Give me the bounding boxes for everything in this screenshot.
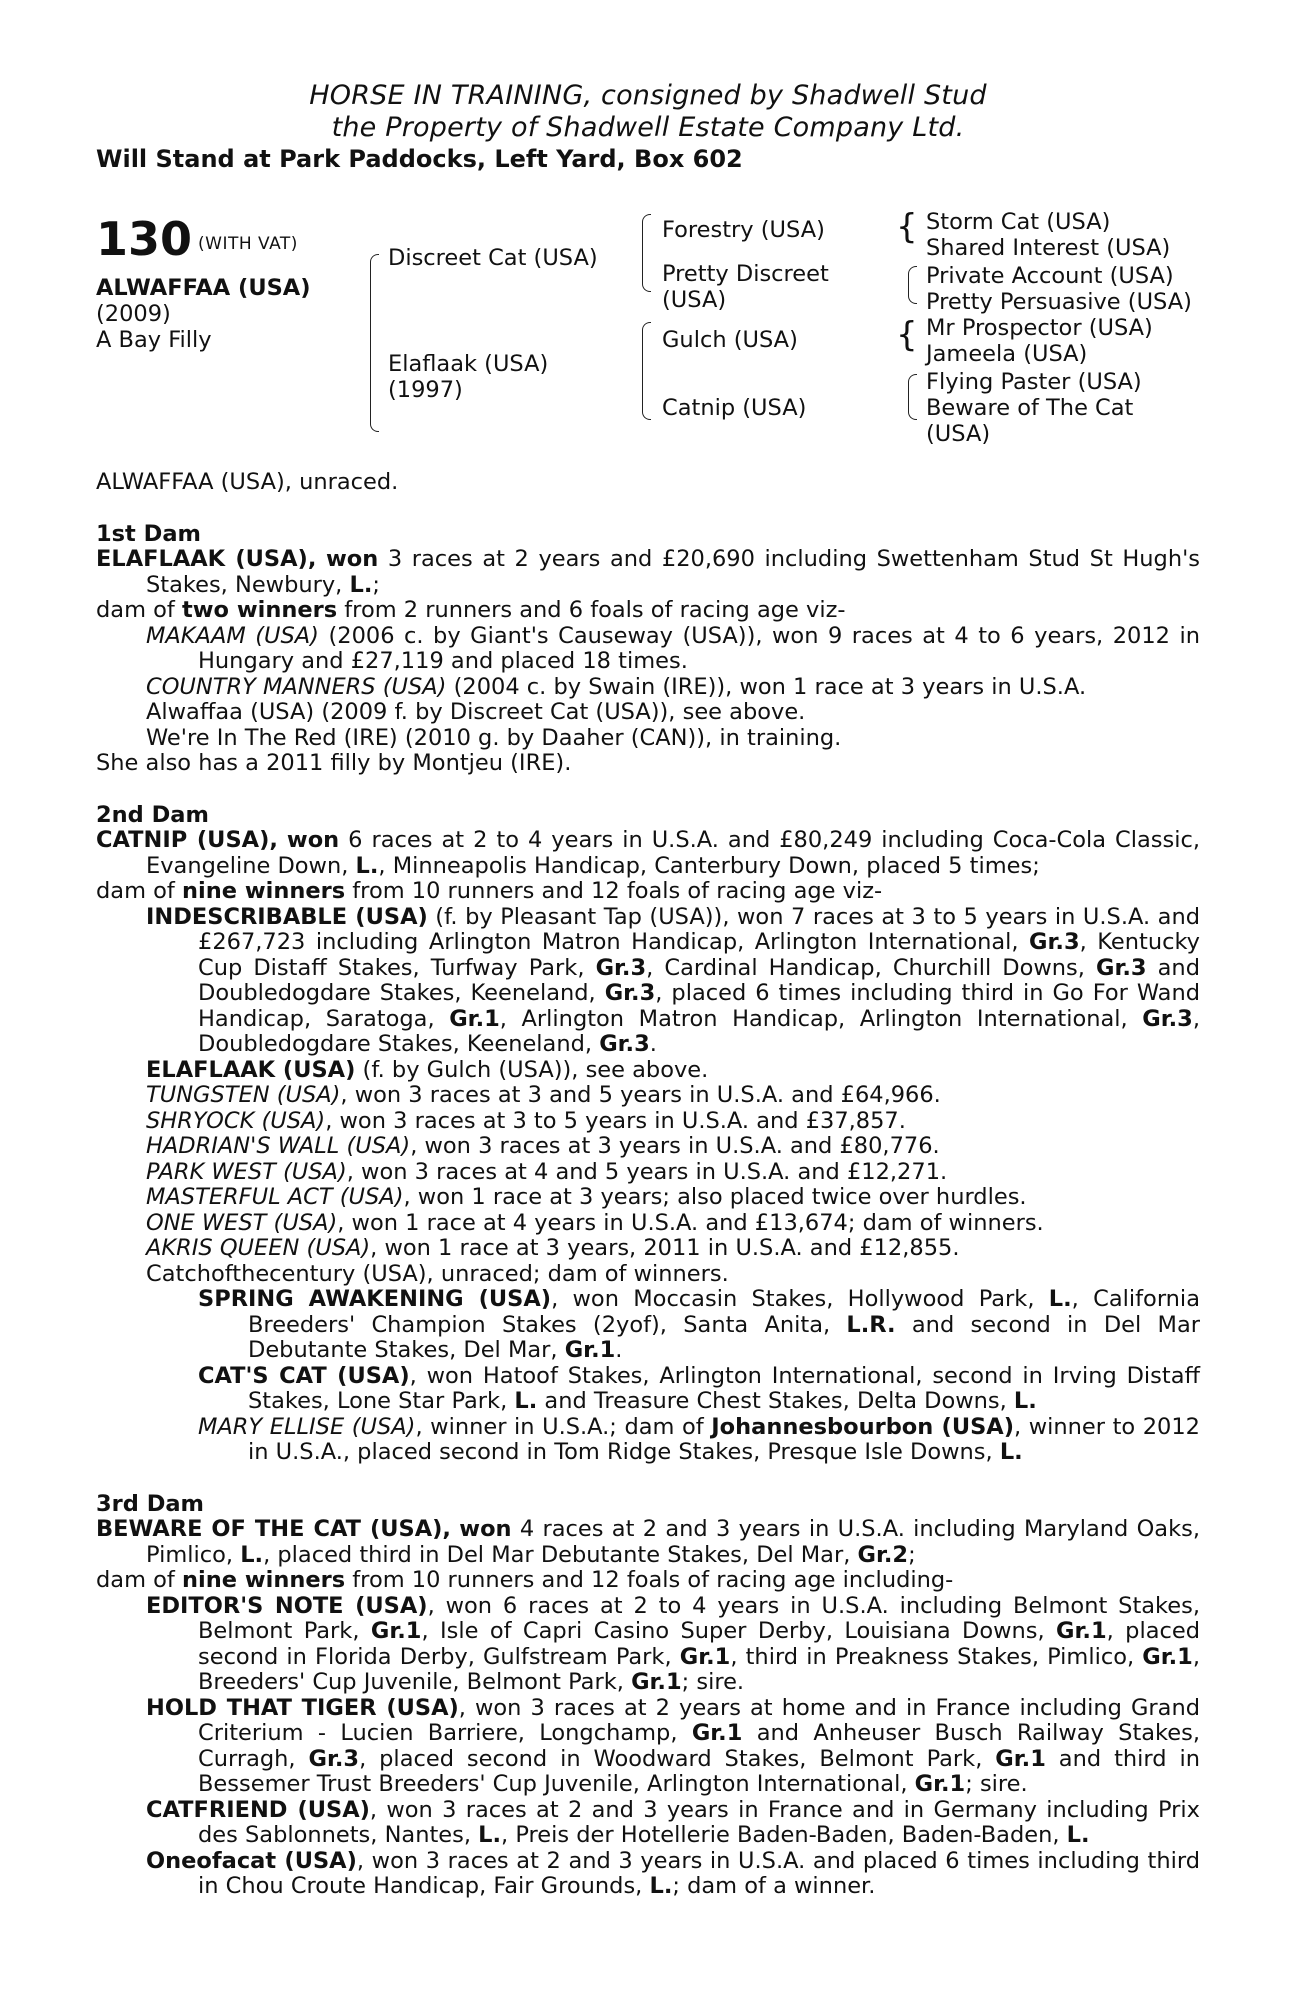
produce-name: INDESCRIBABLE (USA) bbox=[146, 903, 428, 930]
produce-text: , won 3 races at 4 and 5 years in U.S.A. and £12,271. bbox=[346, 1158, 948, 1185]
bracket-dam-parents bbox=[642, 322, 651, 420]
produce-text: , Kentucky Cup Distaff Stakes, Turfway Park, bbox=[198, 929, 1200, 981]
record-text: , placed third in Del Mar Debutante Stakes, Del Mar, bbox=[263, 1541, 858, 1568]
produce-text: , placed 6 times including third in Go For Wand Handicap, Saratoga, bbox=[198, 980, 1200, 1032]
dam-dam: Catnip (USA) bbox=[662, 395, 807, 421]
won-label: won bbox=[286, 827, 340, 853]
group-mark: Gr.3 bbox=[1142, 1005, 1193, 1032]
sdd: Pretty Persuasive (USA) bbox=[926, 289, 1192, 315]
produce-name: CAT'S CAT (USA) bbox=[198, 1362, 410, 1389]
section-heading: 3rd Dam bbox=[96, 1490, 204, 1517]
produce-item bbox=[96, 624, 1200, 675]
produce-summary bbox=[96, 1568, 1200, 1594]
bracket-sire-dam bbox=[370, 254, 379, 432]
listed-mark: L. bbox=[1048, 1286, 1072, 1312]
winners-count: nine winners bbox=[181, 1567, 346, 1593]
produce-item bbox=[96, 1798, 1200, 1849]
grandproduce-item bbox=[96, 1364, 1200, 1415]
produce-item bbox=[96, 1185, 1200, 1211]
produce-item bbox=[96, 1134, 1200, 1160]
produce-text: , Preis der Hotellerie Baden-Baden, Baden-Baden, bbox=[501, 1822, 1067, 1848]
group-mark: Gr.1 bbox=[631, 1669, 682, 1695]
second-dam-section bbox=[96, 803, 1200, 1466]
dam-year: (1997) bbox=[388, 377, 463, 403]
group-mark: Gr.1 bbox=[564, 1337, 616, 1363]
group-mark: Gr.1 bbox=[370, 1618, 422, 1644]
produce-text: , won 3 races at 3 to 5 years in U.S.A. and £37,857. bbox=[325, 1107, 906, 1134]
produce-text: , winner in U.S.A.; dam of bbox=[415, 1413, 712, 1440]
sire-name: Discreet Cat (USA) bbox=[388, 245, 598, 271]
group-mark: Gr.2 bbox=[857, 1541, 909, 1568]
produce-text: (f. by Pleasant Tap (USA)), won 7 races at 3 to 5 years in U.S.A. and £267,723 including Arlington Matron Handicap, Arlington International, bbox=[198, 903, 1200, 955]
record-text: 3 races at 2 years and £20,690 including Swettenham Stud St Hugh's Stakes, Newbury, bbox=[146, 546, 1201, 598]
bracket-sire-parents bbox=[642, 214, 651, 292]
produce-item bbox=[96, 675, 1200, 701]
produce-name: HADRIAN'S WALL (USA) bbox=[146, 1133, 411, 1159]
horse-description: A Bay Filly bbox=[96, 327, 212, 353]
produce-item bbox=[96, 1594, 1200, 1696]
group-mark: Gr.1 bbox=[914, 1771, 966, 1797]
produce-item bbox=[96, 1696, 1200, 1798]
produce-summary bbox=[96, 879, 1200, 905]
ssd: Shared Interest (USA) bbox=[926, 235, 1171, 261]
stand-location: Will Stand at Park Paddocks, Left Yard, Box 602 bbox=[96, 145, 743, 173]
record-text: ; bbox=[908, 1541, 916, 1568]
produce-text: , Breeders' Cup Juvenile, Belmont Park, bbox=[198, 1643, 1200, 1695]
produce-text: , won 3 races at 3 and 5 years in U.S.A. and £64,966. bbox=[340, 1082, 941, 1108]
dam-name: Elaflaak (USA) bbox=[388, 351, 549, 377]
produce-text: , placed second in Florida Derby, Gulfstream Park, bbox=[198, 1618, 1200, 1670]
produce-text: and Anheuser Busch Railway Stakes, Curragh, bbox=[198, 1720, 1200, 1772]
produce-text: . bbox=[649, 1031, 657, 1057]
sds: Private Account (USA) bbox=[926, 263, 1174, 289]
listed-mark: L. bbox=[240, 1541, 264, 1568]
produce-name: ELAFLAAK (USA) bbox=[146, 1056, 356, 1083]
dam-record bbox=[96, 547, 1200, 598]
produce-text: , won 6 races at 2 to 4 years in U.S.A. including Belmont Stakes, Belmont Park, bbox=[198, 1592, 1200, 1644]
section-heading: 2nd Dam bbox=[96, 801, 209, 828]
race-record: ALWAFFAA (USA), unraced. bbox=[96, 469, 399, 495]
produce-text: , Isle of Capri Casino Super Derby, Louisiana Downs, bbox=[421, 1618, 1057, 1644]
produce-text: ; dam of a winner. bbox=[672, 1873, 876, 1899]
produce-item bbox=[96, 1058, 1200, 1084]
produce-text: and Treasure Chest Stakes, Delta Downs, bbox=[537, 1388, 1014, 1414]
dam-name: ELAFLAAK (USA), bbox=[96, 546, 317, 572]
lot-number: 130 bbox=[96, 212, 193, 266]
dam-sire: Gulch (USA) bbox=[662, 327, 798, 353]
produce-text: , California Breeders' Champion Stakes (2yof), Santa Anita, bbox=[248, 1286, 1200, 1338]
listed-mark: L.R. bbox=[846, 1311, 896, 1338]
group-mark: Gr.1 bbox=[679, 1643, 731, 1670]
third-dam-section bbox=[96, 1492, 1200, 1900]
produce-text: , Doubledogdare Stakes, Keeneland, bbox=[198, 1005, 1200, 1057]
sss: Storm Cat (USA) bbox=[926, 209, 1111, 235]
produce-text: , won 1 race at 3 years, 2011 in U.S.A. and £12,855. bbox=[370, 1235, 960, 1261]
brace-1: { bbox=[896, 207, 918, 247]
group-mark: Gr.1 bbox=[1056, 1618, 1107, 1644]
group-mark: Gr.3 bbox=[1029, 929, 1080, 955]
produce-name: HOLD THAT TIGER (USA) bbox=[146, 1694, 459, 1721]
horse-name: ALWAFFAA (USA) bbox=[96, 275, 311, 301]
lot-heading bbox=[96, 212, 298, 266]
listed-mark: L. bbox=[1066, 1822, 1090, 1848]
group-mark: Gr.3 bbox=[595, 954, 647, 981]
group-mark: Gr.1 bbox=[449, 1005, 500, 1032]
damof-text: dam of bbox=[96, 597, 182, 623]
produce-text: , Cardinal Handicap, Churchill Downs, bbox=[646, 954, 1096, 981]
sire-sire: Forestry (USA) bbox=[662, 217, 825, 243]
produce-name: Johannesbourbon (USA) bbox=[711, 1413, 1014, 1440]
produce-name: ONE WEST (USA) bbox=[146, 1209, 338, 1236]
listed-mark: L. bbox=[514, 1388, 538, 1414]
bracket-2 bbox=[908, 266, 917, 304]
listed-mark: L. bbox=[355, 852, 379, 879]
dam-record bbox=[96, 1517, 1200, 1568]
ddd-line2: (USA) bbox=[926, 421, 991, 447]
produce-text: and Doubledogdare Stakes, Keeneland, bbox=[198, 954, 1200, 1006]
listed-mark: L. bbox=[1013, 1388, 1037, 1414]
produce-text: (2004 c. by Swain (IRE)), won 1 race at 3 years in U.S.A. bbox=[446, 673, 1087, 700]
dam-name: BEWARE OF THE CAT (USA), bbox=[96, 1516, 451, 1542]
produce-text: , won 3 races at 2 and 3 years in France and in Germany including Prix des Sablonnets, Nantes, bbox=[198, 1796, 1200, 1848]
produce-item bbox=[96, 1849, 1200, 1900]
damof-text: from 2 runners and 6 foals of racing age viz- bbox=[337, 597, 846, 623]
damof-text: dam of bbox=[96, 1567, 182, 1593]
listed-mark: L. bbox=[649, 1873, 673, 1899]
produce-name: EDITOR'S NOTE (USA) bbox=[146, 1592, 428, 1619]
won-label: won bbox=[459, 1516, 512, 1542]
foaling-year: (2009) bbox=[96, 301, 171, 327]
group-mark: Gr.3 bbox=[604, 980, 656, 1006]
listed-mark: L. bbox=[478, 1822, 502, 1848]
produce-item bbox=[96, 1109, 1200, 1135]
produce-text: , won 1 race at 4 years in U.S.A. and £13,674; dam of winners. bbox=[337, 1209, 1044, 1236]
catalogue-page bbox=[96, 80, 1200, 1900]
group-mark: Gr.3 bbox=[599, 1031, 650, 1057]
sire-dam-line1: Pretty Discreet bbox=[662, 261, 829, 287]
record-text: 6 races at 2 to 4 years in U.S.A. and £80,249 including Coca-Cola Classic, Evangeline Down, bbox=[146, 827, 1200, 879]
produce-name: AKRIS QUEEN (USA) bbox=[146, 1235, 371, 1261]
section-heading: 1st Dam bbox=[96, 520, 201, 547]
produce-summary bbox=[96, 598, 1200, 624]
dam-record bbox=[96, 828, 1200, 879]
grandproduce-item bbox=[96, 1415, 1200, 1466]
bracket-4 bbox=[908, 374, 917, 420]
group-mark: Gr.1 bbox=[1142, 1643, 1193, 1670]
pedigree-table bbox=[96, 207, 1200, 470]
produce-text: (2006 c. by Giant's Causeway (USA)), won 9 races at 4 to 6 years, 2012 in Hungary and £27,119 and placed 18 times. bbox=[198, 622, 1200, 674]
produce-note: She also has a 2011 filly by Montjeu (IRE). bbox=[96, 750, 572, 776]
produce-item bbox=[96, 1160, 1200, 1186]
produce-item bbox=[96, 1236, 1200, 1262]
dss: Mr Prospector (USA) bbox=[926, 315, 1153, 341]
ddd-line1: Beware of The Cat bbox=[926, 395, 1134, 421]
produce-text: , won Hatoof Stakes, Arlington International, second in Irving Distaff Stakes, Lone Star Park, bbox=[248, 1362, 1200, 1414]
produce-item: We're In The Red (IRE) (2010 g. by Daaher (CAN)), in training. bbox=[146, 724, 842, 751]
produce-text: and second in Del Mar Debutante Stakes, Del Mar, bbox=[248, 1311, 1200, 1363]
produce-name: CATFRIEND (USA) bbox=[146, 1796, 370, 1823]
damof-text: from 10 runners and 12 foals of racing age viz- bbox=[345, 878, 883, 904]
record-text: , Minneapolis Handicap, Canterbury Down, placed 5 times; bbox=[378, 852, 1040, 879]
first-dam-section bbox=[96, 522, 1200, 777]
produce-text: . bbox=[615, 1337, 623, 1363]
produce-text: , won 3 races at 2 years at home and in France including Grand Criterium - Lucien Barriere, Longchamp, bbox=[198, 1694, 1200, 1746]
produce-text: , placed second in Woodward Stakes, Belmont Park, bbox=[359, 1745, 996, 1772]
produce-text: ; sire. bbox=[681, 1669, 745, 1695]
produce-name: MARY ELLISE (USA) bbox=[198, 1413, 416, 1440]
winners-count: nine winners bbox=[181, 878, 346, 904]
produce-text: ; sire. bbox=[965, 1771, 1028, 1797]
produce-item bbox=[96, 1211, 1200, 1237]
sire-dam-line2: (USA) bbox=[662, 287, 727, 313]
vat-note: (WITH VAT) bbox=[198, 234, 298, 254]
group-mark: Gr.3 bbox=[308, 1745, 360, 1772]
produce-text: , third in Preakness Stakes, Pimlico, bbox=[730, 1643, 1143, 1670]
produce-name: MAKAAM (USA) bbox=[146, 622, 319, 649]
won-label: won bbox=[325, 546, 379, 572]
produce-name: SHRYOCK (USA) bbox=[146, 1107, 326, 1134]
damof-text: dam of bbox=[96, 878, 182, 904]
brace-3: { bbox=[896, 315, 918, 355]
produce-name: SPRING AWAKENING (USA) bbox=[198, 1286, 552, 1312]
produce-text: , won Moccasin Stakes, Hollywood Park, bbox=[551, 1286, 1049, 1312]
consignor-line: HORSE IN TRAINING, consigned by Shadwell Stud bbox=[309, 80, 987, 111]
winners-count: two winners bbox=[181, 597, 338, 623]
produce-text: (f. by Gulch (USA)), see above. bbox=[355, 1056, 709, 1083]
produce-item bbox=[96, 905, 1200, 1058]
produce-text: , won 3 races at 3 years in U.S.A. and £80,776. bbox=[410, 1133, 940, 1159]
produce-text: , won 1 race at 3 years; also placed twice over hurdles. bbox=[403, 1184, 1027, 1210]
listed-mark: L. bbox=[999, 1439, 1023, 1465]
record-text: 4 races at 2 and 3 years in U.S.A. including Maryland Oaks, Pimlico, bbox=[146, 1516, 1200, 1568]
property-line: the Property of Shadwell Estate Company Ltd. bbox=[331, 112, 965, 143]
produce-text: and third in Bessemer Trust Breeders' Cup Juvenile, Arlington International, bbox=[198, 1745, 1200, 1797]
group-mark: Gr.1 bbox=[995, 1745, 1046, 1772]
group-mark: Gr.3 bbox=[1096, 954, 1147, 981]
damof-text: from 10 runners and 12 foals of racing age including- bbox=[345, 1567, 954, 1593]
produce-name: PARK WEST (USA) bbox=[146, 1158, 347, 1185]
produce-name: Oneofacat (USA) bbox=[146, 1847, 357, 1874]
produce-text: , Arlington Matron Handicap, Arlington International, bbox=[499, 1005, 1143, 1032]
record-text: ; bbox=[372, 571, 380, 598]
produce-text: , won 3 races at 2 and 3 years in U.S.A. and placed 6 times including third in Chou Croute Handicap, Fair Grounds, bbox=[198, 1847, 1201, 1899]
dds: Flying Paster (USA) bbox=[926, 369, 1142, 395]
dsd: Jameela (USA) bbox=[926, 341, 1088, 367]
group-mark: Gr.1 bbox=[691, 1720, 743, 1746]
produce-name: COUNTRY MANNERS (USA) bbox=[146, 673, 447, 700]
produce-item: Alwaffaa (USA) (2009 f. by Discreet Cat (USA)), see above. bbox=[146, 699, 806, 725]
produce-item bbox=[96, 1083, 1200, 1109]
dam-name: CATNIP (USA), bbox=[96, 827, 278, 853]
produce-text: , winner to 2012 in U.S.A., placed second in Tom Ridge Stakes, Presque Isle Downs, bbox=[248, 1413, 1200, 1465]
produce-item: Catchofthecentury (USA), unraced; dam of winners. bbox=[146, 1260, 729, 1287]
produce-name: TUNGSTEN (USA) bbox=[146, 1082, 341, 1108]
grandproduce-item bbox=[96, 1287, 1200, 1364]
listed-mark: L. bbox=[349, 571, 373, 598]
produce-name: MASTERFUL ACT (USA) bbox=[146, 1184, 404, 1210]
